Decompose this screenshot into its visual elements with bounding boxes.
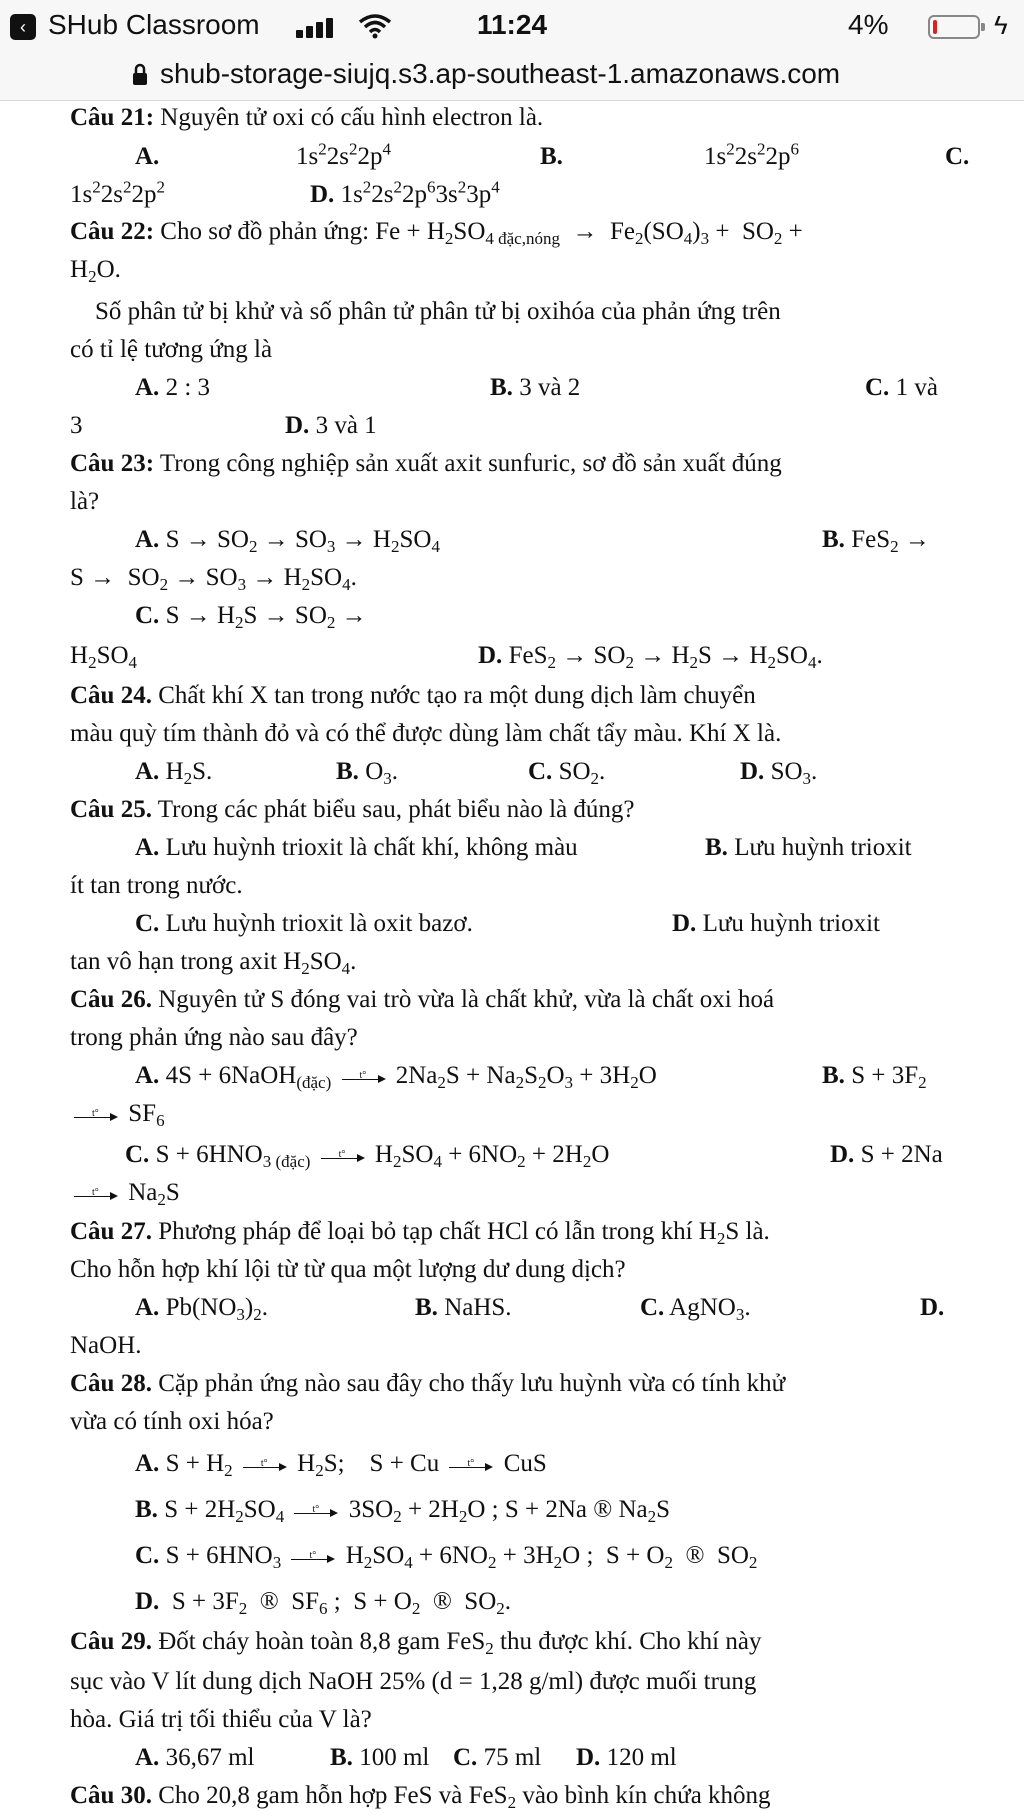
battery-percentage: 4% — [848, 9, 889, 40]
option-26-c: C. $S + 6HNO_{3 (đặc)}$ t° $H_2SO_4 + 6NO_2 + 2H_2O$ — [125, 1141, 610, 1171]
option-29-a: A. 36,67 ml — [135, 1744, 255, 1771]
option-28-a: A. $S + H_2$ t° $H_2S$; S + Cu t° CuS — [135, 1450, 547, 1480]
option-22-a: A. 2 : 3 — [135, 374, 211, 401]
option-25-d-cont: tan vô hạn trong axit $H_2SO_4$. — [70, 948, 357, 978]
charging-icon: ϟ — [994, 10, 1008, 40]
question-27-cont: Cho hỗn hợp khí lội từ từ qua một lượng dư dung dịch? — [70, 1256, 626, 1283]
option-23-c-cont: $H_2SO_4$ — [70, 642, 138, 672]
question-22-stem: Số phân tử bị khử và số phân tử phân tử bị oxihóa của phản ứng trên — [95, 298, 781, 325]
option-29-d: D. 120 ml — [576, 1744, 677, 1771]
option-23-b-cont: $S \to SO_2 \to SO_3 \to H_2SO_4$. — [70, 564, 357, 594]
option-23-d: D. $FeS_2 \to SO_2 \to H_2S \to H_2SO_4$. — [478, 642, 823, 672]
option-24-c: C. $SO_2$. — [528, 758, 606, 788]
question-27: Câu 27. Phương pháp để loại bỏ tạp chất HCl có lẫn trong khí $H_2S$ là. — [70, 1218, 770, 1248]
option-21-c: $1s^22s^22p^2$ — [70, 177, 165, 208]
question-26-cont: trong phản ứng nào sau đây? — [70, 1024, 358, 1051]
question-25: Câu 25. Trong các phát biểu sau, phát biểu nào là đúng? — [70, 796, 635, 823]
option-label: B. — [540, 143, 563, 170]
question-22-cont: $H_2O$. — [70, 256, 121, 286]
option-26-a: A. 4S + 6NaOH$_{(đặc)}$ t° $2Na_2S + Na_2S_2O_3 + 3H_2O$ — [135, 1062, 657, 1092]
option-label: A. — [135, 143, 160, 170]
question-21: Câu 21: Nguyên tử oxi có cấu hình electron là. — [70, 104, 544, 131]
back-to-app-icon[interactable]: ‹ — [10, 14, 36, 40]
question-24-cont: màu quỳ tím thành đỏ và có thể được dùng làm chất tẩy màu. Khí X là. — [70, 720, 782, 747]
option-23-b: B. FeS$_2$ → — [822, 526, 930, 556]
question-26: Câu 26. Nguyên tử S đóng vai trò vừa là chất khử, vừa là chất oxi hoá — [70, 986, 775, 1013]
url-text[interactable]: shub-storage-siujq.s3.ap-southeast-1.amazonaws.com — [160, 58, 841, 89]
option-25-a: A. Lưu huỳnh trioxit là chất khí, không màu — [135, 834, 578, 861]
question-22: Câu 22: Cho sơ đồ phản ứng: $Fe + H_2SO_{4 đặc,nóng} \to Fe_2(SO_4)_3 + SO_2$ + — [70, 218, 803, 248]
option-27-c: C. AgNO$_3$. — [640, 1294, 751, 1324]
option-21-d: D. $1s^22s^22p^63s^23p^4$ — [310, 177, 500, 208]
lock-icon — [132, 62, 148, 86]
status-bar — [0, 0, 1024, 52]
option-27-a: A. $Pb(NO_3)_2$. — [135, 1294, 268, 1324]
back-app-name[interactable]: SHub Classroom — [48, 9, 260, 40]
question-29: Câu 29. Đốt cháy hoàn toàn 8,8 gam FeS$_2$ thu được khí. Cho khí này — [70, 1628, 762, 1658]
question-24: Câu 24. Chất khí X tan trong nước tạo ra một dung dịch làm chuyển — [70, 682, 756, 709]
option-24-b: B. $O_3$. — [336, 758, 398, 788]
option-25-d: D. Lưu huỳnh trioxit — [672, 910, 880, 937]
option-24-d: D. $SO_3$. — [740, 758, 818, 788]
option-25-b: B. Lưu huỳnh trioxit — [705, 834, 912, 861]
option-28-d: D. $S + 3F_2$ ® $SF_6$ ; $S + O_2$ ® $SO_2$. — [135, 1588, 512, 1618]
option-21-b: $1s^22s^22p^6$ — [704, 139, 799, 170]
option-22-c-cont: 3 — [70, 412, 83, 439]
address-bar[interactable] — [0, 52, 1024, 101]
battery-icon — [928, 15, 980, 39]
option-label: D. — [920, 1294, 945, 1321]
option-22-b: B. 3 và 2 — [490, 374, 581, 401]
document-page — [0, 100, 1024, 1820]
question-28-cont: vừa có tính oxi hóa? — [70, 1408, 274, 1435]
option-28-c: C. $S + 6HNO_3$ t° $H_2SO_4 + 6NO_2 + 3H_2O$ ; $S + O_2$ ® $SO_2$ — [135, 1542, 758, 1572]
question-23: Câu 23: Trong công nghiệp sản xuất axit sunfuric, sơ đồ sản xuất đúng — [70, 450, 782, 477]
option-26-b: B. $S + 3F_2$ — [822, 1062, 927, 1092]
option-29-c: C. 75 ml — [453, 1744, 542, 1771]
option-27-b: B. NaHS. — [415, 1294, 512, 1321]
option-23-a: A. $S \to SO_2 \to SO_3 \to H_2SO_4$ — [135, 526, 440, 556]
option-24-a: A. $H_2S$. — [135, 758, 213, 788]
option-28-b: B. $S + 2H_2SO_4$ t° $3SO_2 + 2H_2O$ ; S + 2Na ® $Na_2S$ — [135, 1496, 671, 1526]
question-29-cont: hòa. Giá trị tối thiểu của V là? — [70, 1706, 372, 1733]
option-27-d: NaOH. — [70, 1332, 142, 1359]
clock: 11:24 — [476, 9, 548, 40]
option-26-b-cont: t° $SF_6$ — [70, 1099, 165, 1129]
question-23-cont: là? — [70, 488, 100, 515]
option-26-d: D. S + 2Na — [830, 1141, 943, 1168]
question-29-cont: sục vào V lít dung dịch NaOH 25% (d = 1,28 g/ml) được muối trung — [70, 1668, 757, 1695]
option-26-d-cont: t° $Na_2S$ — [70, 1178, 180, 1208]
question-28: Câu 28. Cặp phản ứng nào sau đây cho thấy lưu huỳnh vừa có tính khử — [70, 1370, 786, 1397]
question-22-stem: có tỉ lệ tương ứng là — [70, 336, 273, 363]
option-21-a: $1s^22s^22p^4$ — [296, 139, 391, 170]
option-23-c: C. $S \to H_2S \to SO_2$ → — [135, 602, 367, 632]
option-22-c: C. 1 và — [865, 374, 938, 401]
question-30: Câu 30. Cho 20,8 gam hỗn hợp FeS và FeS$_2$ vào bình kín chứa không — [70, 1782, 771, 1812]
option-25-b-cont: ít tan trong nước. — [70, 872, 243, 899]
option-label: C. — [945, 143, 970, 170]
option-25-c: C. Lưu huỳnh trioxit là oxit bazơ. — [135, 910, 473, 937]
option-22-d: D. 3 và 1 — [285, 412, 377, 439]
option-29-b: B. 100 ml — [330, 1744, 430, 1771]
